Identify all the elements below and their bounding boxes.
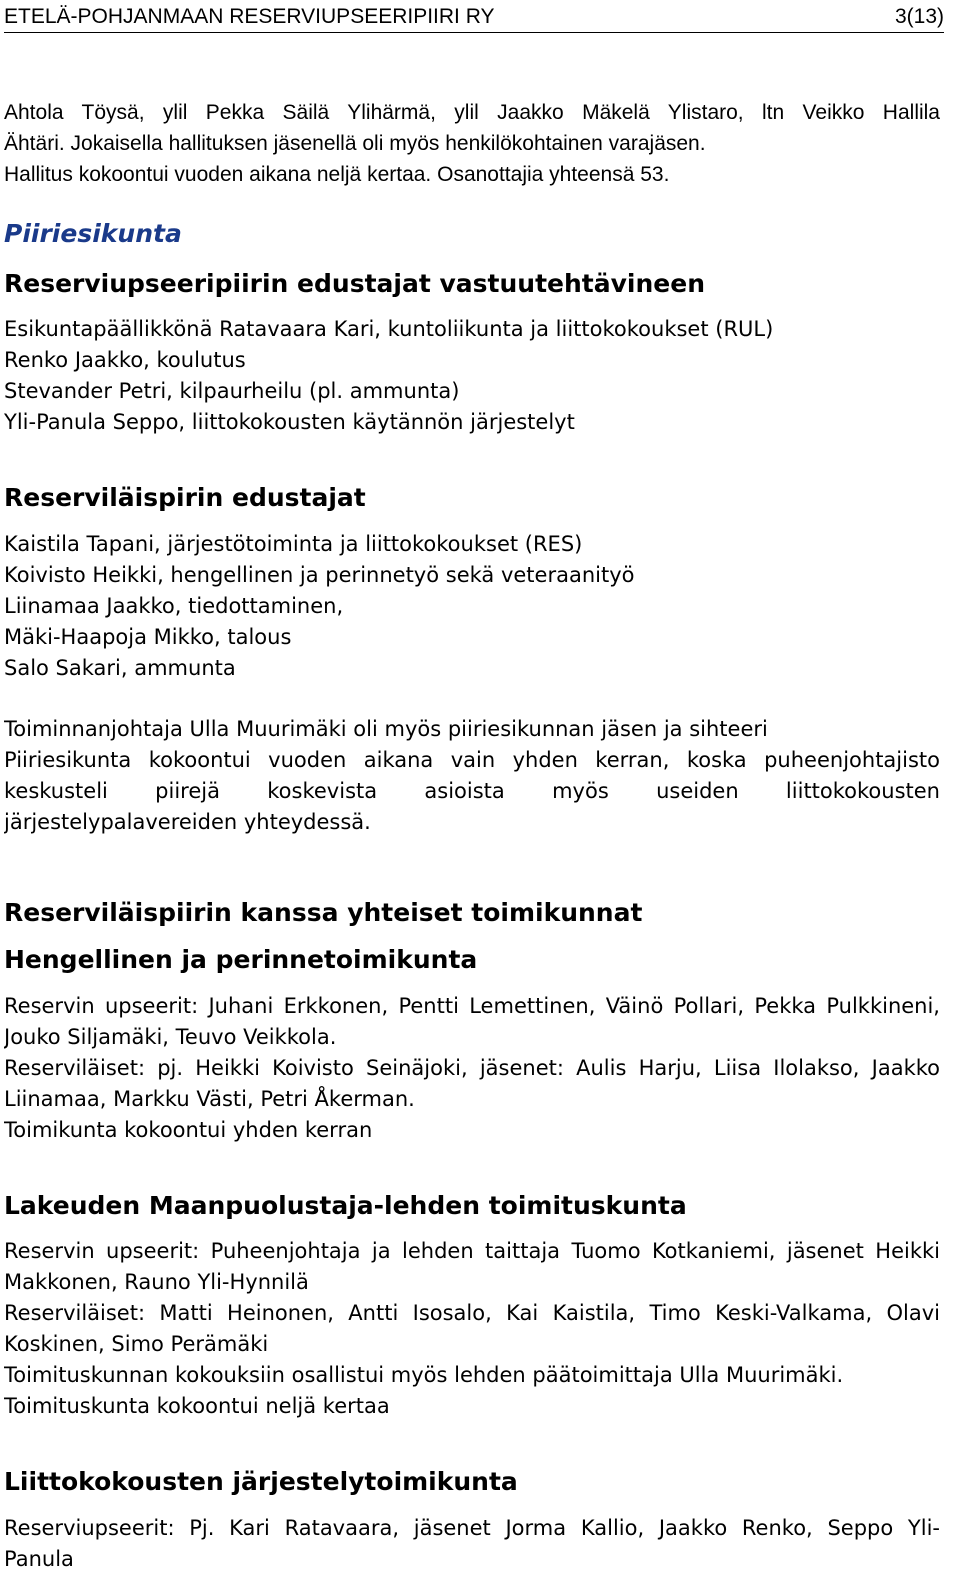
- page-header: [4, 2, 944, 33]
- list-item: Stevander Petri, kilpaurheilu (pl. ammunta): [4, 379, 460, 403]
- content-line: Panula: [4, 1547, 74, 1571]
- hengellinen-content: [4, 991, 940, 1146]
- heading-hengellinen: Hengellinen ja perinnetoimikunta: [4, 945, 478, 974]
- list-item: Salo Sakari, ammunta: [4, 656, 236, 680]
- content-line: Toimituskunnan kokouksiin osallistui myös lehden päätoimittaja Ulla Muurimäki.: [4, 1363, 844, 1387]
- liittokokous-content: [4, 1513, 940, 1575]
- section-title-piiriesikunta: Piiriesikunta: [4, 219, 182, 248]
- heading-joint-committees: Reserviläispiirin kanssa yhteiset toimikunnat: [4, 898, 643, 927]
- list-item: Mäki-Haapoja Mikko, talous: [4, 625, 292, 649]
- content-line: Toimituskunta kokoontui neljä kertaa: [4, 1394, 390, 1418]
- content-line: Reservin upseerit: Juhani Erkkonen, Pentti Lemettinen, Väinö Pollari, Pekka Pulkkineni,: [4, 994, 940, 1018]
- note-line: järjestelypalavereiden yhteydessä.: [4, 810, 371, 834]
- list-item: Koivisto Heikki, hengellinen ja perinnetyö sekä veteraanityö: [4, 563, 635, 587]
- piiriesikunta-note: [4, 714, 940, 838]
- heading-ru-representatives: Reserviupseeripiirin edustajat vastuutehtävineen: [4, 269, 705, 298]
- res-representatives-list: [4, 529, 940, 684]
- list-item: Yli-Panula Seppo, liittokokousten käytännön järjestelyt: [4, 410, 575, 434]
- note-line: Piiriesikunta kokoontui vuoden aikana vain yhden kerran, koska puheenjohtajisto: [4, 748, 940, 772]
- content-line: Liinamaa, Markku Västi, Petri Åkerman.: [4, 1087, 415, 1111]
- intro-line: Ähtäri. Jokaisella hallituksen jäsenellä oli myös henkilökohtainen varajäsen.: [4, 132, 706, 155]
- note-line: Toiminnanjohtaja Ulla Muurimäki oli myös piiriesikunnan jäsen ja sihteeri: [4, 717, 768, 741]
- ru-representatives-list: [4, 314, 940, 438]
- intro-line: Hallitus kokoontui vuoden aikana neljä kertaa. Osanottajia yhteensä 53.: [4, 163, 670, 186]
- intro-paragraph: [4, 97, 940, 190]
- list-item: Renko Jaakko, koulutus: [4, 348, 246, 372]
- list-item: Esikuntapäällikkönä Ratavaara Kari, kuntoliikunta ja liittokokoukset (RUL): [4, 317, 774, 341]
- list-item: Kaistila Tapani, järjestötoiminta ja liittokokoukset (RES): [4, 532, 583, 556]
- heading-liittokokous: Liittokokousten järjestelytoimikunta: [4, 1467, 518, 1496]
- content-line: Jouko Siljamäki, Teuvo Veikkola.: [4, 1025, 337, 1049]
- content-line: Reserviläiset: Matti Heinonen, Antti Isosalo, Kai Kaistila, Timo Keski-Valkama, Olavi: [4, 1301, 940, 1325]
- content-line: Reserviläiset: pj. Heikki Koivisto Seinäjoki, jäsenet: Aulis Harju, Liisa Ilolakso, Jaakko: [4, 1056, 940, 1080]
- heading-lakeuden: Lakeuden Maanpuolustaja-lehden toimituskunta: [4, 1191, 687, 1220]
- note-line: keskusteli piirejä koskevista asioista myös useiden liittokokousten: [4, 779, 940, 803]
- lakeuden-content: [4, 1236, 940, 1422]
- content-line: Toimikunta kokoontui yhden kerran: [4, 1118, 373, 1142]
- content-line: Makkonen, Rauno Yli-Hynnilä: [4, 1270, 309, 1294]
- page-number: 3(13): [894, 5, 944, 28]
- heading-res-representatives: Reserviläispirin edustajat: [4, 483, 366, 512]
- content-line: Reservin upseerit: Puheenjohtaja ja lehden taittaja Tuomo Kotkaniemi, jäsenet Heikki: [4, 1239, 940, 1263]
- list-item: Liinamaa Jaakko, tiedottaminen,: [4, 594, 344, 618]
- content-line: Reserviupseerit: Pj. Kari Ratavaara, jäsenet Jorma Kallio, Jaakko Renko, Seppo Yli-: [4, 1516, 940, 1540]
- intro-line: Ahtola Töysä, ylil Pekka Säilä Ylihärmä, ylil Jaakko Mäkelä Ylistaro, ltn Veikko Hallila: [4, 101, 940, 124]
- content-line: Koskinen, Simo Perämäki: [4, 1332, 269, 1356]
- organization-name: ETELÄ-POHJANMAAN RESERVIUPSEERIPIIRI RY: [4, 5, 495, 28]
